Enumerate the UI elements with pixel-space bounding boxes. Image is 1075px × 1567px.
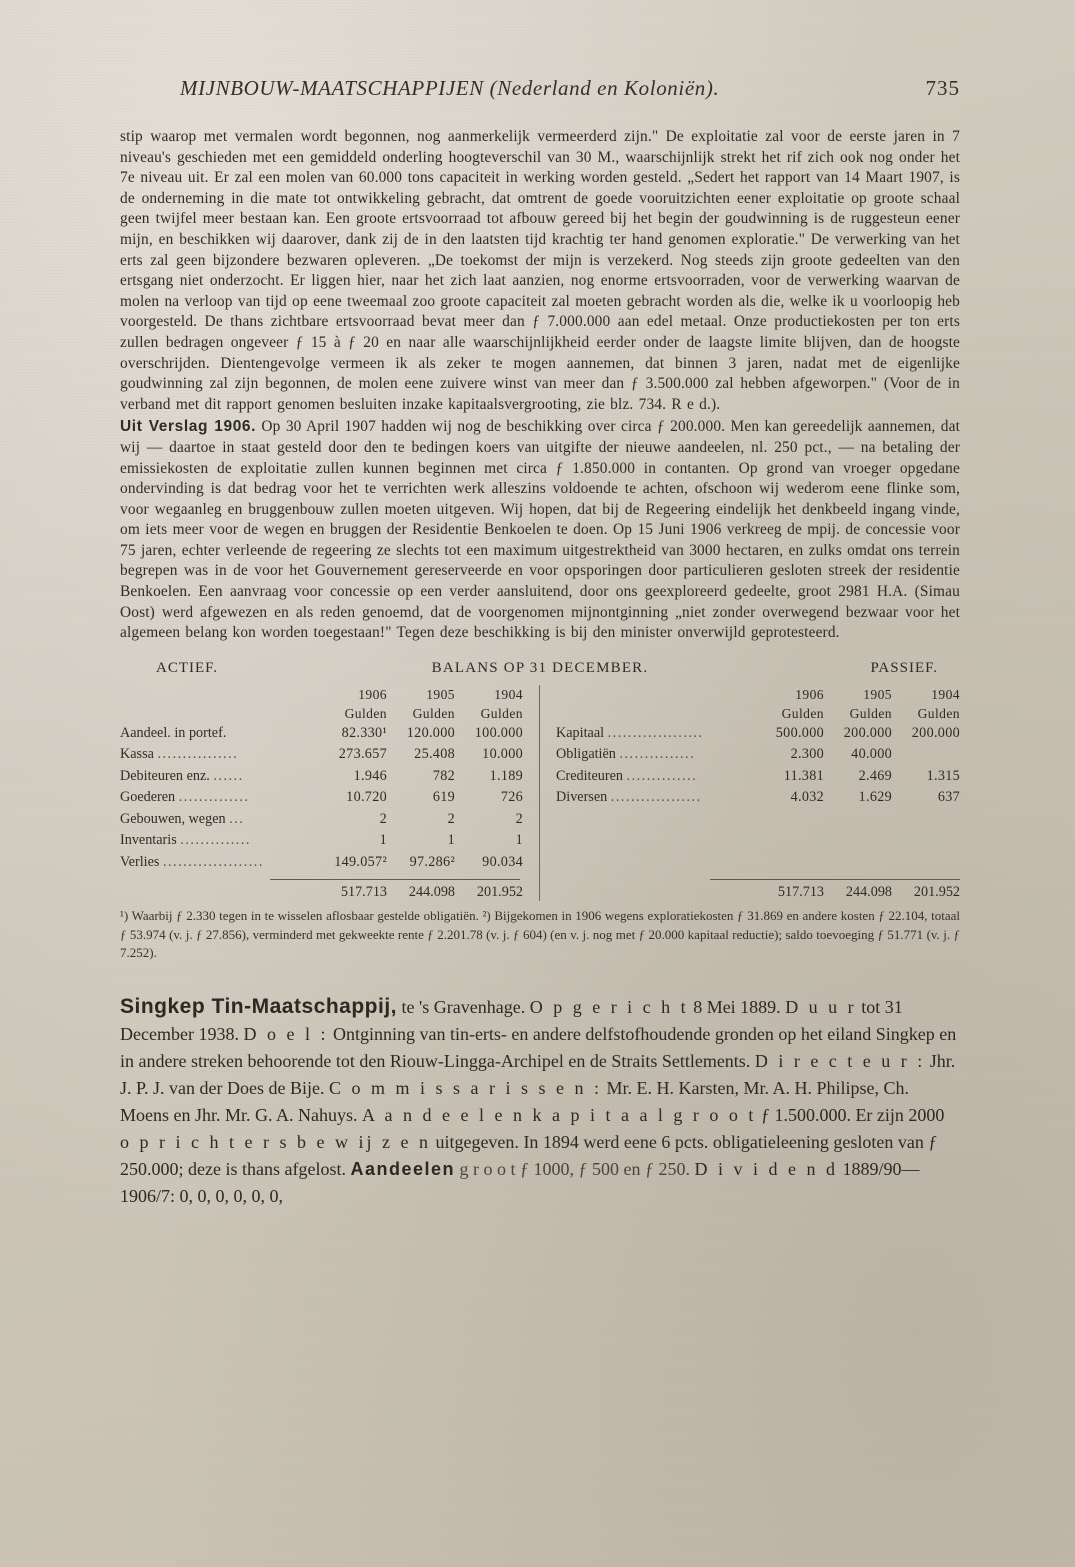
row-value-1906: 10.720: [346, 789, 387, 806]
balance-sheet-header: [120, 660, 960, 677]
row-label: Aandeel. in portef.: [120, 724, 227, 741]
running-head-title: MIJNBOUW-MAATSCHAPPIJEN (Nederland en Koloniën).: [180, 76, 720, 100]
actief-total-1906: 517.713: [340, 884, 387, 901]
row-label: Diversen: [556, 789, 608, 806]
row-dots: ...............: [619, 746, 696, 763]
page-content: [120, 0, 960, 1210]
actief-label: ACTIEF.: [156, 659, 219, 676]
row-value-1906: 2: [379, 810, 387, 827]
row-dots: ..............: [178, 789, 250, 806]
actief-total-rule: [270, 879, 520, 880]
table-row: [120, 723, 523, 745]
dividend-label: D i v i d e n d: [694, 1158, 838, 1179]
table-row: [120, 766, 523, 788]
passief-currency-1906: Gulden: [781, 705, 824, 721]
row-label: Crediteuren: [556, 767, 623, 784]
table-row: [120, 744, 523, 766]
table-row: [556, 787, 960, 809]
page-number: 735: [925, 76, 960, 100]
row-value-1904: 100.000: [474, 724, 523, 741]
row-value-1906: 82.330¹: [341, 724, 387, 741]
verslag-heading: Uit Verslag 1906.: [120, 418, 257, 436]
row-value-1906: 4.032: [790, 789, 824, 806]
row-value-1905: 2: [447, 810, 455, 827]
row-value-1904: 10.000: [482, 746, 523, 763]
row-value-1906: 11.381: [783, 767, 824, 784]
row-value-1904: 90.034: [482, 853, 523, 870]
balance-sheet-footnotes: ¹) Waarbij ƒ 2.330 tegen in te wisselen aflosbaar gestelde obligatiën. ²) Bijgekomen in 1906 wegens exploratiekosten ƒ 31.869 en andere kosten ƒ 22.104, totaal ƒ 53.974 (v. j. ƒ 27.856), verminderd met gekweekte rente ƒ 2.201.78 (v. j. ƒ 604) (en v. j. nog met ƒ 20.000 kapitaal reductie); saldo toevoeging ƒ 51.771 (v. j. ƒ 7.252).: [120, 908, 960, 961]
row-label: Kassa: [120, 746, 154, 763]
directeur-label: D i r e c t e u r :: [754, 1050, 926, 1071]
oprichters-count: Er zijn 2000: [855, 1104, 945, 1125]
actief-totals-row: [120, 884, 523, 901]
passief-totals-row: [556, 884, 960, 901]
row-value-1905: 782: [432, 767, 455, 784]
row-value-1905: 120.000: [406, 724, 455, 741]
passief-currency-1905: Gulden: [849, 705, 892, 721]
row-value-1905: 40.000: [851, 746, 892, 763]
passief-column: [540, 685, 960, 902]
row-value-1906: 500.000: [775, 724, 824, 741]
passief-currency-1904: Gulden: [917, 705, 960, 721]
passief-year-row: [556, 685, 960, 704]
table-row: [556, 723, 960, 745]
passief-currency-row: [556, 704, 960, 723]
passief-year-1904: 1904: [931, 686, 960, 702]
aandeelenkapitaal-label: A a n d e e l e n k a p i t a a l g r o o t: [362, 1104, 757, 1125]
row-label: Gebouwen, wegen: [120, 810, 226, 827]
passief-total-1904: 201.952: [913, 883, 960, 900]
row-value-1904: [898, 744, 960, 766]
row-dots: ..................: [610, 789, 702, 806]
row-value-1905: 1: [447, 832, 455, 849]
dividend-value: 1889/90—1906/7: 0, 0, 0, 0, 0, 0,: [120, 1158, 920, 1206]
body-text-block: [120, 127, 960, 644]
actief-currency-1906: Gulden: [344, 705, 387, 721]
directeur-value: Jhr. J. P. J. van der Does de Bije.: [120, 1050, 956, 1098]
duur-label: D u u r: [785, 996, 857, 1017]
row-value-1906: 1.946: [353, 767, 387, 784]
row-dots: ....................: [162, 853, 264, 870]
passief-total-rule: [710, 879, 960, 880]
row-value-1905: 97.286²: [409, 853, 455, 870]
row-label: Verlies: [120, 853, 160, 870]
row-label: Inventaris: [120, 832, 177, 849]
table-row: [120, 787, 523, 809]
row-label: Debiteuren enz.: [120, 767, 210, 784]
actief-total-1905: 244.098: [408, 884, 455, 901]
actief-total-1904: 201.952: [476, 884, 523, 901]
actief-currency-1905: Gulden: [412, 705, 455, 721]
row-value-1906: 1: [379, 832, 387, 849]
row-value-1904: 726: [500, 789, 523, 806]
table-row: [120, 830, 523, 852]
page-header: [120, 76, 960, 101]
actief-currency-1904: Gulden: [480, 705, 523, 721]
row-value-1904: 1.315: [926, 767, 960, 784]
actief-year-row: [120, 685, 523, 704]
row-dots: ..............: [180, 832, 251, 849]
row-value-1904: 200.000: [911, 724, 960, 741]
oprichtersbewijzen-label: o p r i c h t e r s b e w ij z e n: [120, 1131, 431, 1152]
actief-year-1906: 1906: [358, 686, 387, 702]
company-name: Singkep Tin-Maatschappij,: [120, 994, 397, 1018]
passief-year-1905: 1905: [863, 686, 892, 702]
row-label: Goederen: [120, 789, 176, 806]
opgericht-label: O p g e r i c h t: [529, 996, 689, 1017]
row-value-1905: 2.469: [858, 767, 892, 784]
actief-column: [120, 685, 540, 902]
actief-currency-row: [120, 704, 523, 723]
passief-label: PASSIEF.: [870, 659, 938, 676]
opgericht-date: 8 Mei 1889.: [693, 996, 781, 1017]
paragraph-2-text: Op 30 April 1907 hadden wij nog de beschikking over circa ƒ 200.000. Men kan gereedelijk aannemen, dat wij — daartoe in staat gesteld door den te bedingen koers van uitgifte der nieuwe aandeelen, nl. 250 pct., — na betaling der emissiekosten de exploitatie zullen kunnen beginnen met circa ƒ 1.850.000 in contanten. Op grond van vroeger opgedane ondervinding is dat bedrag voor het te verrichten werk alleszins voldoende te achten, ofschoon wij wederom eene flinke som, voor wegaanleg en bruggenbouw zullen moeten uitgeven. Wij hopen, dat bij de Regeering eindelijk het denkbeeld ingang vinde, om iets meer voor de wegen en bruggen der Residentie Benkoelen te doen. Op 15 Juni 1906 verkreeg de mpij. de concessie voor 75 jaren, echter verleende de regeering ze slechts tot een maximum uitgestrektheid van 3000 hectaren, en zulks omdat ons terrein begrepen was in de voor het Gouvernement gereserveerde en voor opsporingen door particulieren gesloten streek der residentie Benkoelen. Een aanvraag voor concessie op een verder aansluitend, door ons geexploreerd gedeelte, groot 2981 H.A. (Simau Oost) werd afgewezen en als reden genoemd, dat de voorgenomen mijnontginning „niet zonder overwegend bezwaar voor het algemeen belang kon worden toegestaan!" Tegen deze beschikking is bij den minister onverwijld geprotesteerd.: [120, 418, 960, 642]
row-dots: ...................: [607, 724, 704, 741]
row-value-1905: 1.629: [858, 789, 892, 806]
aandeelen-value: g r o o t ƒ 1000, ƒ 500 en ƒ 250.: [459, 1158, 690, 1179]
obligatieleening-value: ƒ 250.000; deze is thans afgelost.: [120, 1131, 938, 1179]
row-label: Kapitaal: [556, 724, 605, 741]
row-value-1905: 200.000: [843, 724, 892, 741]
row-value-1904: 2: [515, 810, 523, 827]
actief-year-1905: 1905: [426, 686, 455, 702]
commissarissen-label: C o m m i s s a r i s s e n :: [328, 1077, 602, 1098]
obligatieleening-text: In 1894 werd eene 6 pcts. obligatieleening gesloten van: [523, 1131, 924, 1152]
table-row: [556, 766, 960, 788]
table-row: [120, 809, 523, 831]
paragraph-2: [120, 417, 960, 644]
row-value-1906: 2.300: [790, 746, 824, 763]
row-value-1904: 1: [515, 832, 523, 849]
balance-sheet-body: [120, 685, 960, 902]
company-location: te 's Gravenhage.: [401, 996, 526, 1017]
row-value-1906: 273.657: [338, 746, 387, 763]
table-row: [120, 852, 523, 874]
passief-year-1906: 1906: [795, 686, 824, 702]
row-label: Obligatiën: [556, 746, 616, 763]
row-value-1905: 619: [432, 789, 455, 806]
duur-value: tot 31 December 1938.: [120, 996, 903, 1044]
row-dots: ...: [229, 810, 245, 827]
balance-sheet: [120, 660, 960, 963]
balance-sheet-title: BALANS OP 31 DECEMBER.: [431, 659, 649, 676]
aandeelen-label: Aandeelen: [350, 1158, 455, 1179]
row-dots: ..............: [626, 767, 698, 784]
passief-total-1905: 244.098: [845, 883, 892, 900]
aandeelenkapitaal-value: ƒ 1.500.000.: [760, 1104, 851, 1125]
paragraph-1: stip waarop met vermalen wordt begonnen, nog aanmerkelijk vermeerderd zijn." De exploitatie zal voor de eerste jaren in 7 niveau's geschieden met een gemiddeld onderling hoogteverschil van 30 M., waarschijnlijk strekt het rif zich ook nog onder het 7e niveau uit. Er zal een molen van 60.000 tons capaciteit in werking worden gesteld. „Sedert het rapport van 14 Maart 1907, is de onderneming in die mate tot ontwikkeling gebracht, dat omtrent de goede vooruitzichten eener exploitatie op groote schaal geen twijfel meer bestaan kan. Een groote ertsvoorraad tot afbouw gereed bij het begin der goudwinning is de ruggesteun eener mijn, en beschikken wij daarover, dank zij de in den laatsten tijd krachtig ter hand genomen exploratie." De verwerking van het erts zal geen bijzondere bezwaren opleveren. „De toekomst der mijn is verzekerd. Nog steeds zijn groote gedeelten van den ertsgang niet onderzocht. Er liggen hier, naar het zich laat aanzien, nog enorme ertsvoorraden, voor de verwerking waarvan de molen na verloop van tijd op eene tweemaal zoo groote capaciteit zal moeten gebracht worden als die, welke ik u voorloopig heb voorgesteld. De thans zichtbare ertsvoorraad bevat meer dan ƒ 7.000.000 aan edel metaal. Onze productiekosten per ton erts zullen bedragen ongeveer ƒ 15 à ƒ 20 en naar alle waarschijnlijkheid eerder onder de laagste limite blijven, dan de hoogste overschrijden. Dientengevolge vermeen ik als zeker te mogen aannemen, dat binnen 3 jaren, nadat met de eigenlijke goudwinning zal zijn begonnen, de molen eene zuivere winst van meer dan ƒ 3.500.000 zal hebben afgeworpen." (Voor de in verband met dit rapport genomen besluiten inzake kapitaalsvergrooting, zie blz. 734. R e d.).: [120, 128, 960, 413]
row-value-1904: 637: [937, 789, 960, 806]
row-value-1906: 149.057²: [334, 853, 387, 870]
actief-year-1904: 1904: [494, 686, 523, 702]
table-row: [556, 744, 960, 766]
oprichters-status: uitgegeven.: [435, 1131, 519, 1152]
row-dots: ......: [213, 767, 244, 784]
commissarissen-value: Mr. E. H. Karsten, Mr. A. H. Philipse, Ch. Moens en Jhr. Mr. G. A. Nahuys.: [120, 1077, 910, 1125]
row-dots: ................: [157, 746, 239, 763]
passief-total-1906: 517.713: [777, 883, 824, 900]
row-value-1904: 1.189: [489, 767, 523, 784]
doel-label: D o e l :: [243, 1023, 329, 1044]
company-entry: [120, 993, 960, 1210]
row-value-1905: 25.408: [414, 746, 455, 763]
doel-value: Ontginning van tin-erts- en andere delfstofhoudende gronden op het eiland Singkep en in andere streken behoorende tot den Riouw-Lingga-Archipel en de Straits Settlements.: [120, 1023, 957, 1071]
